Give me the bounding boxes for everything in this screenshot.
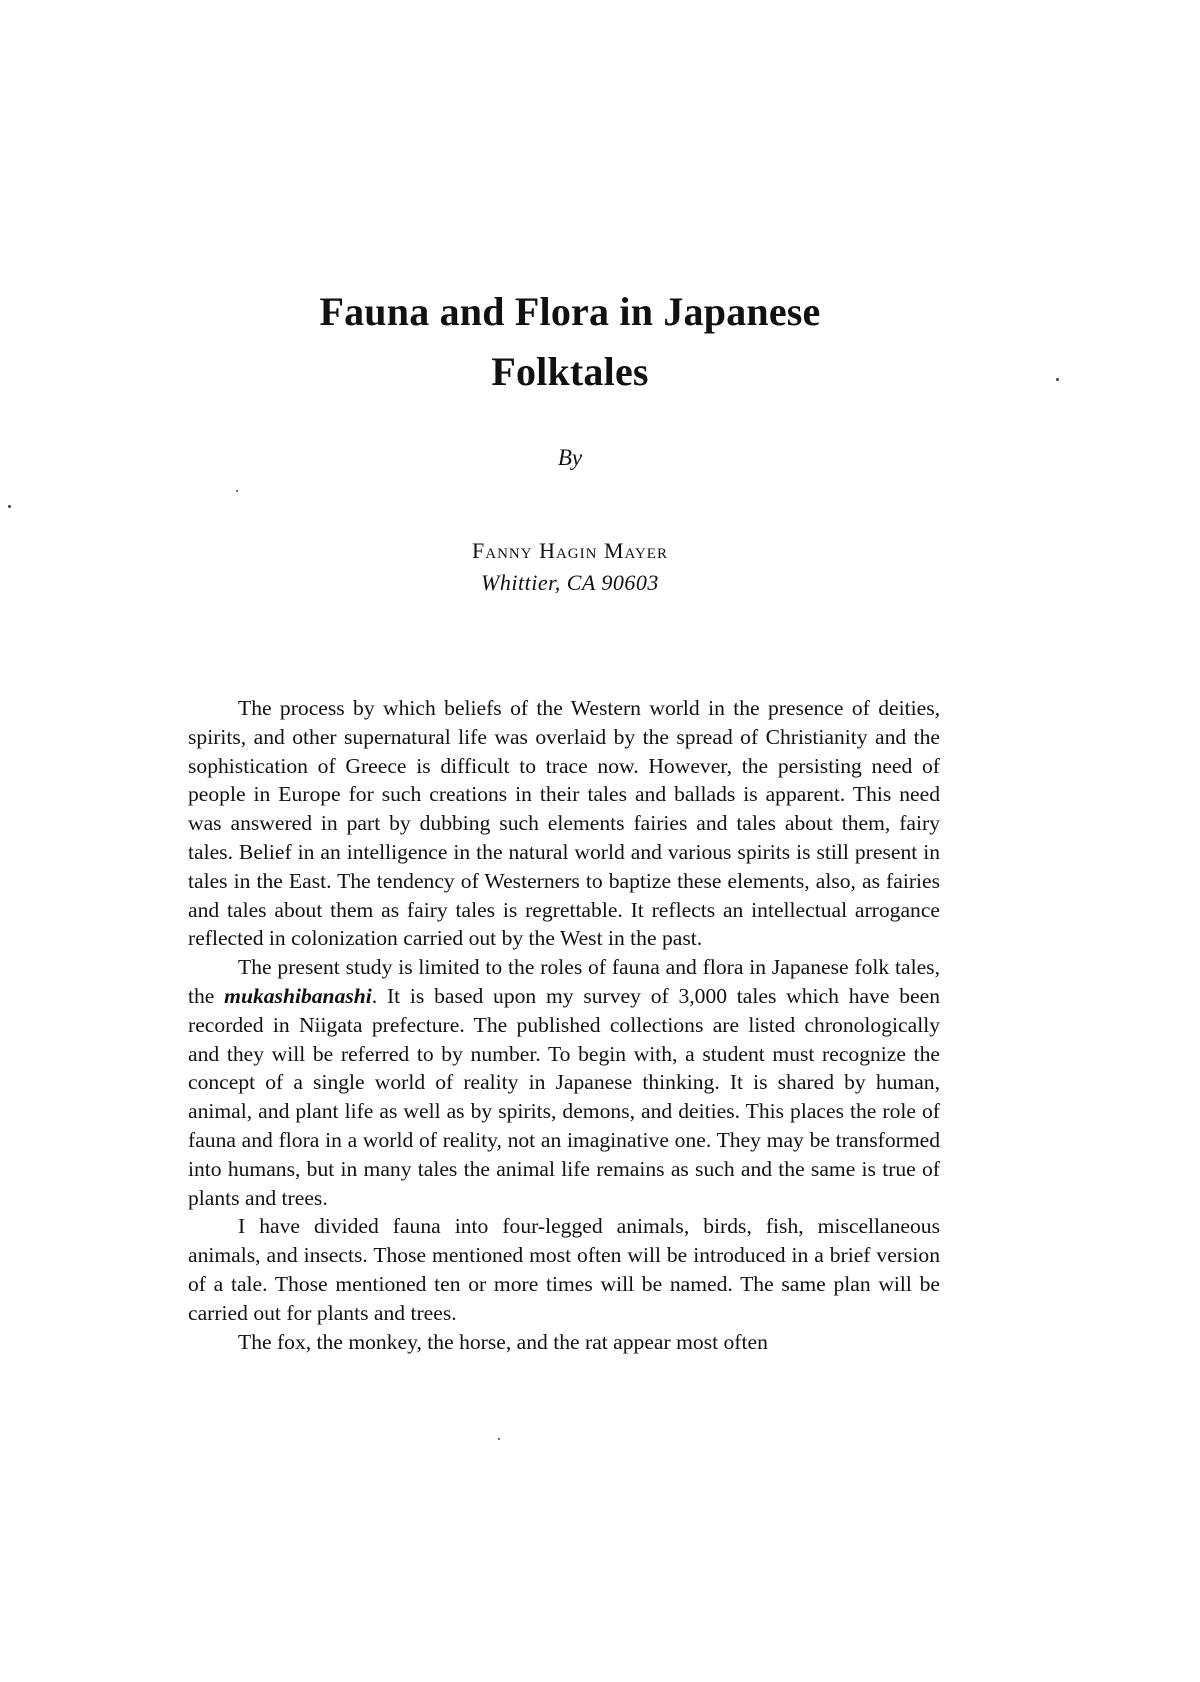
- scan-speck: [498, 1438, 500, 1440]
- scan-speck: [8, 505, 11, 508]
- author-affiliation: Whittier, CA 90603: [481, 570, 659, 595]
- paragraph-2-lead: The present study is limited to the roles of fauna and flora in Japanese folk tales, the: [188, 955, 940, 1008]
- scan-speck: [236, 490, 238, 492]
- paragraph-2-rest: . It is based upon my survey of 3,000 tales which have been recorded in Niigata prefecture. The published collections are listed chronologically and they will be referred to by number. To begin with, a student must recognize the concept of a single world of reality in Japanese thinking. It is shared by human, animal, and plant life as well as by spirits, demons, and deities. This places the role of fauna and flora in a world of reality, not an imaginative one. They may be transformed into humans, but in many tales the animal life remains as such and the same is true of plants and trees.: [188, 983, 940, 1210]
- article-body: [188, 694, 940, 1356]
- author-name: Fanny Hagin Mayer: [472, 538, 668, 563]
- term-mukashibanashi: mukashibanashi: [224, 983, 372, 1008]
- paragraph-1: The process by which beliefs of the Western world in the presence of deities, spirits, and other supernatural life was overlaid by the spread of Christianity and the sophistication of Greece is difficult to trace now. However, the persisting need of people in Europe for such creations in their tales and ballads is apparent. This need was answered in part by dubbing such elements fairies and tales about them, fairy tales. Belief in an intelligence in the natural world and various spirits is still present in tales in the East. The tendency of Westerners to baptize these elements, also, as fairies and tales about them as fairy tales is regrettable. It reflects an intellectual arrogance reflected in colonization carried out by the West in the past.: [188, 696, 940, 951]
- title-line-1: Fauna and Flora in Japanese: [319, 289, 821, 334]
- scan-speck: [1056, 378, 1059, 381]
- paragraph-3: I have divided fauna into four-legged animals, birds, fish, miscellaneous animals, and insects. Those mentioned most often will be introduced in a brief version of a tale. Those mentioned ten or more times will be named. The same plan will be carried out for plants and trees.: [188, 1214, 940, 1325]
- article-title: [0, 282, 1140, 402]
- title-line-2: Folktales: [491, 349, 649, 394]
- paragraph-4: The fox, the monkey, the horse, and the rat appear most often: [238, 1329, 768, 1354]
- paragraph-2: [188, 953, 940, 1212]
- byline: By: [557, 445, 583, 470]
